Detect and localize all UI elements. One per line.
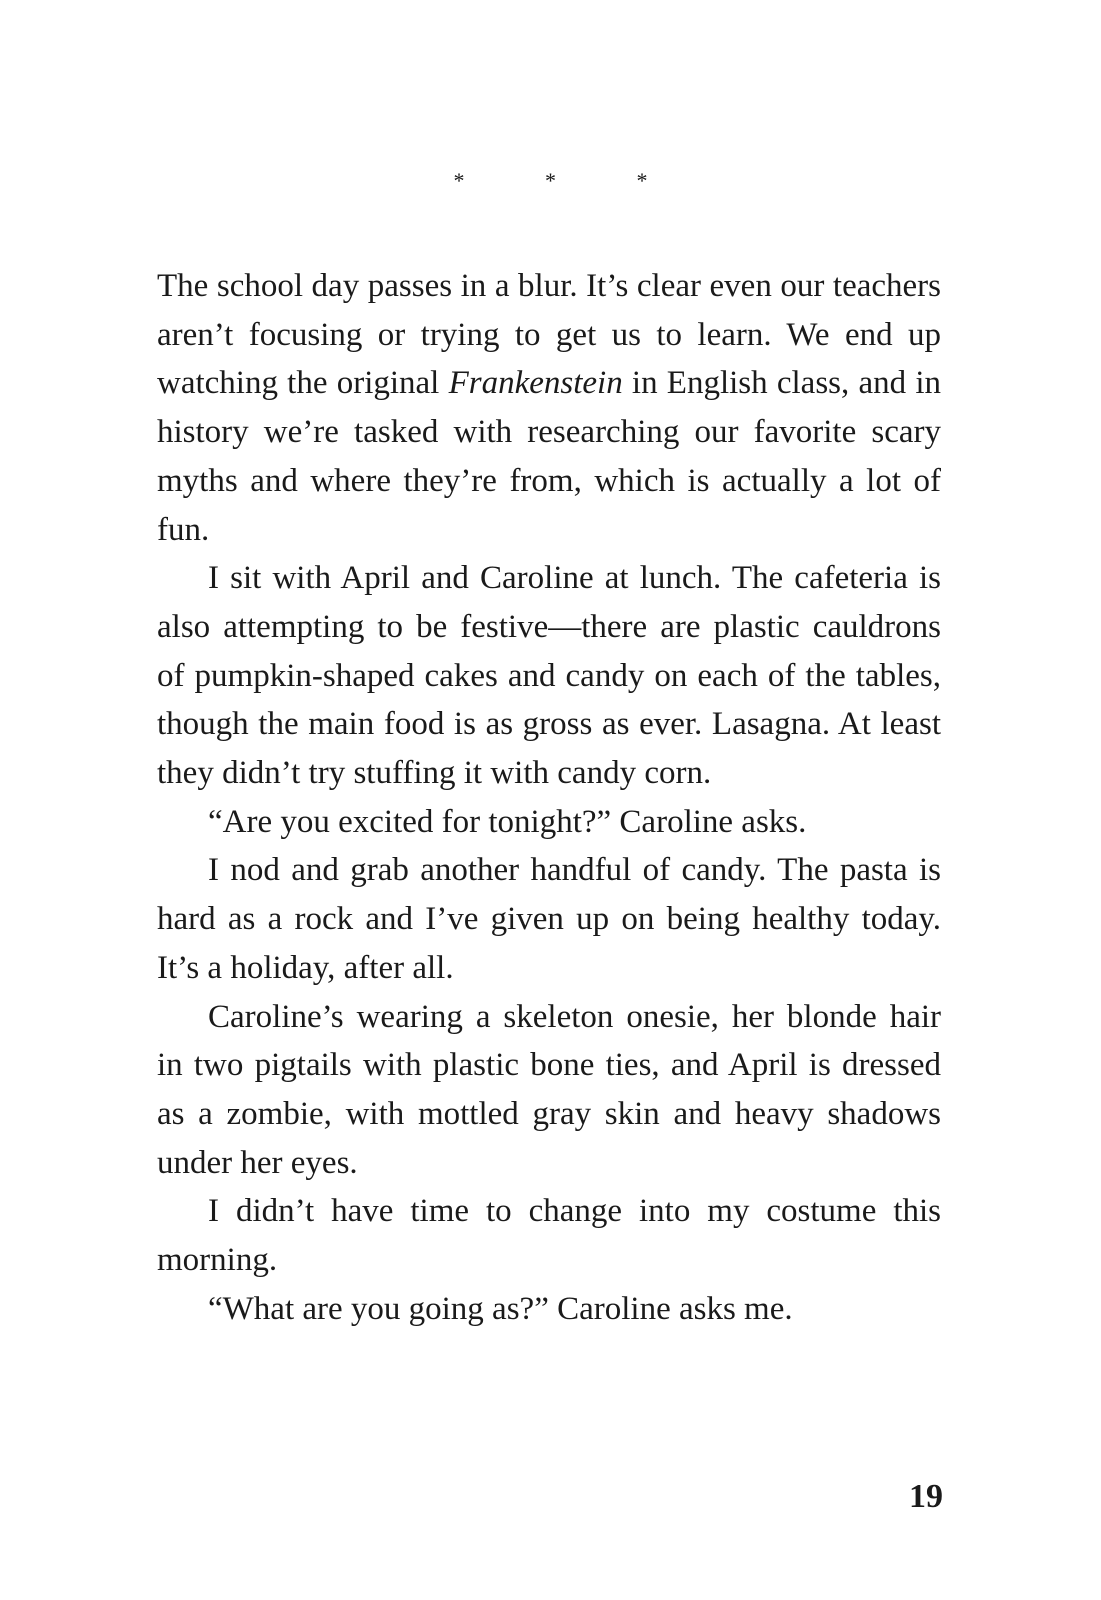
paragraph: I nod and grab another handful of candy. The pasta is hard as a rock and I’ve given up on being healthy today. It’s a holiday, after all. — [157, 852, 941, 986]
section-break — [0, 168, 1101, 194]
book-title: Frankenstein — [448, 365, 623, 402]
paragraph: I sit with April and Caroline at lunch. The cafeteria is also attempting to be festive—there are plastic cauldrons of pumpkin-shaped cakes and candy on each of the tables, though the main food is as gross as ever. Lasagna. At least they didn’t try stuffing it with candy corn. — [157, 560, 941, 792]
paragraph: I didn’t have time to change into my costume this morning. — [157, 1193, 941, 1279]
paragraph — [157, 262, 941, 554]
section-break-asterisk: * — [545, 168, 556, 193]
dialogue-paragraph: “What are you going as?” Caroline asks me. — [208, 1290, 793, 1327]
paragraph-text: The school day passes in a blur. It’s clear even our teachers aren’t focusing or trying to get us to learn. We end up watching the original — [157, 268, 941, 402]
body-text — [157, 262, 941, 1333]
paragraph: Caroline’s wearing a skeleton onesie, her blonde hair in two pigtails with plastic bone ties, and April is dressed as a zombie, with mottled gray skin and heavy shadows under her eyes. — [157, 998, 941, 1181]
dialogue-paragraph: “Are you excited for tonight?” Caroline asks. — [208, 803, 807, 840]
section-break-asterisk: * — [636, 168, 648, 193]
paragraph-text: in English class, and in history we’re tasked with researching our favorite scary myths and where they’re from, which is actually a lot of fun. — [157, 365, 942, 548]
section-break-asterisk: * — [453, 168, 465, 193]
page-number: 19 — [909, 1478, 943, 1515]
